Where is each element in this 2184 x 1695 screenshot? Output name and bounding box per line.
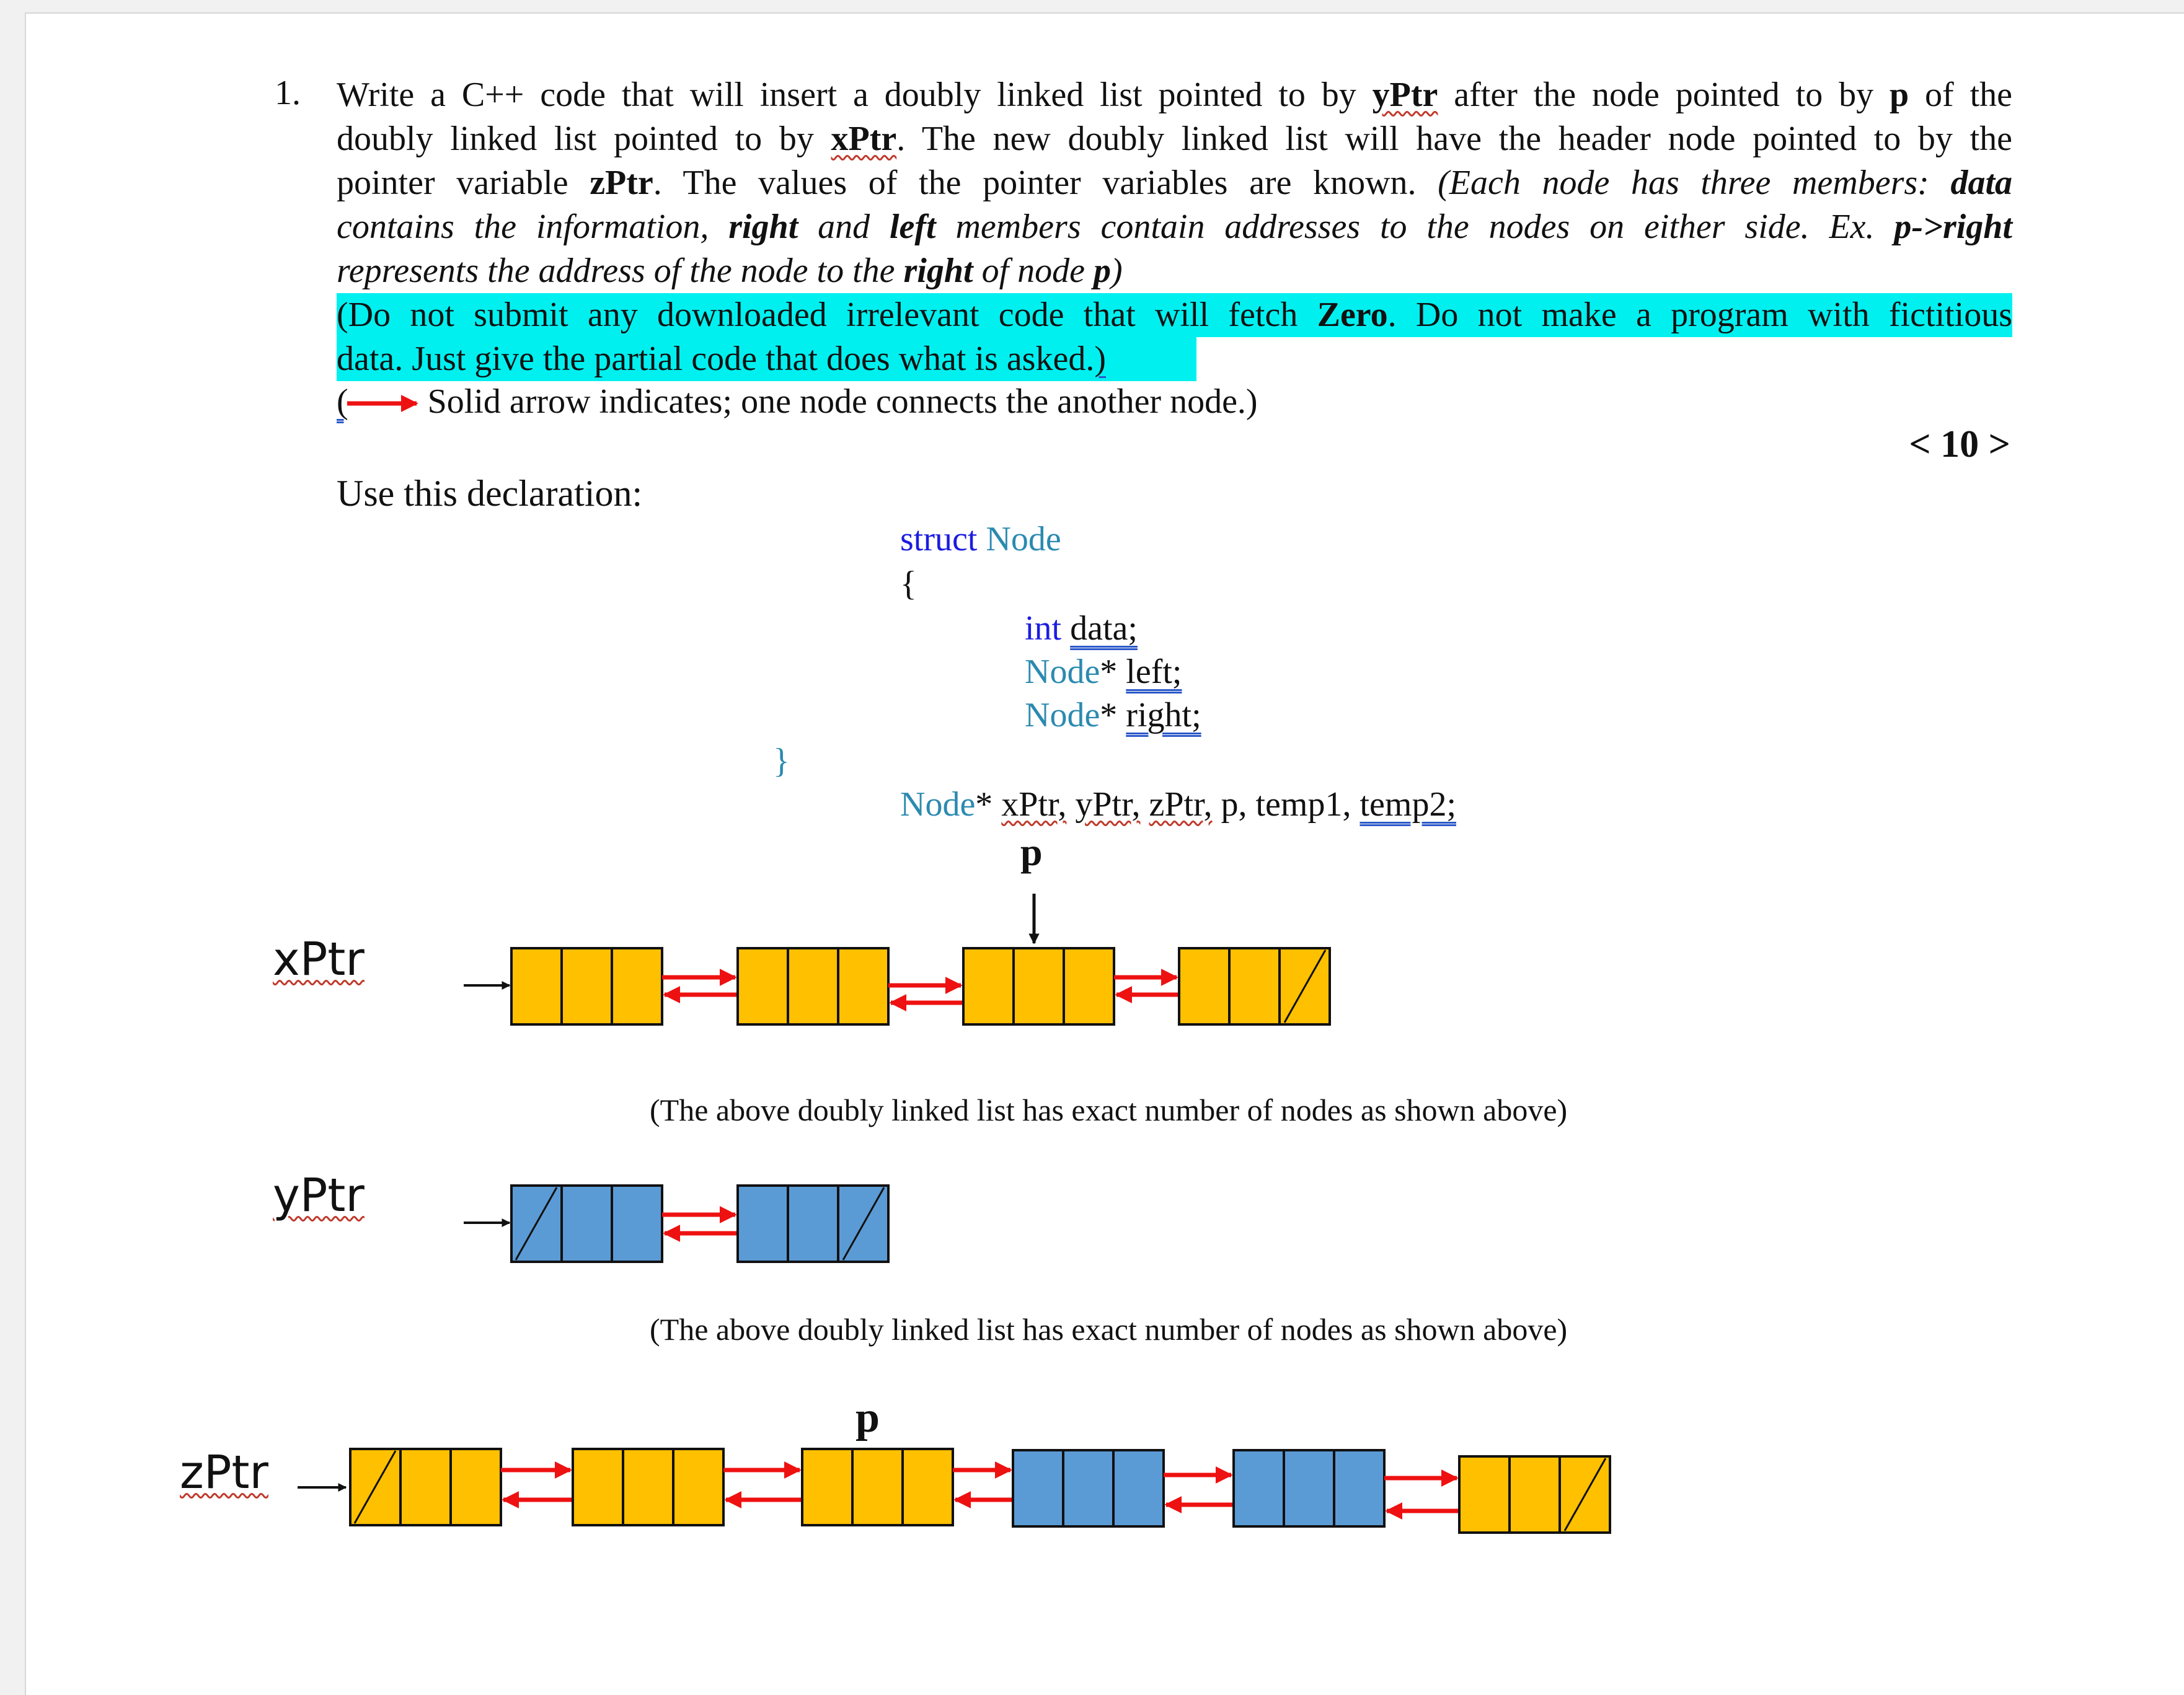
- zlist-node-5: [1234, 1450, 1384, 1526]
- zlist-link-3: [953, 1470, 1013, 1500]
- var-zptr: zPtr,: [1149, 785, 1213, 824]
- zlist-node-1: [350, 1449, 501, 1525]
- text-span: pointer variable: [337, 164, 590, 202]
- field-name: left;: [1126, 653, 1182, 691]
- text-span: . Do not make a program with fictitious: [1387, 296, 2012, 334]
- zlist-node-6: [1459, 1456, 1610, 1533]
- text-span: (Each node has three members:: [1438, 164, 1951, 202]
- type-name: Node: [1025, 653, 1100, 691]
- text-span: ): [1111, 252, 1123, 290]
- yptr-list: [464, 1186, 888, 1262]
- p-right-ref: p->right: [1894, 208, 2013, 246]
- yptr-ref: yPtr: [1372, 76, 1438, 114]
- zlist-node-3: [802, 1449, 953, 1525]
- code-close-brace: }: [773, 742, 790, 780]
- text-span: (Do not submit any downloaded irrelevant code that will fetch: [337, 296, 1317, 334]
- text-span: Solid arrow indicates; one node connects the another node.): [427, 382, 1258, 421]
- pointer-star: *: [975, 785, 993, 824]
- text-span: and: [798, 208, 890, 246]
- zptr-label: zPtr: [180, 1446, 268, 1499]
- text-span: . The values of the pointer variables are known.: [653, 164, 1438, 202]
- text-span: after the node pointed to by: [1438, 76, 1890, 114]
- xptr-list: [464, 948, 1330, 1024]
- zlist-link-5: [1384, 1478, 1459, 1511]
- caption-ylist: (The above doubly linked list has exact number of nodes as shown above): [650, 1312, 1568, 1347]
- text-span: of the: [1909, 76, 2012, 114]
- zlist-node-4: [1013, 1450, 1164, 1526]
- p-label-xlist: p: [1020, 830, 1043, 874]
- data-member-ref: data: [1950, 164, 2012, 202]
- zlist-link-1: [501, 1470, 573, 1500]
- text-span: data. Just give the partial code that does what is asked.: [337, 340, 1095, 378]
- p-ref: p: [1890, 76, 1909, 114]
- left-member-ref: left: [889, 208, 936, 246]
- type-keyword: int: [1025, 609, 1062, 648]
- text-span: members contain addresses to the nodes on either side. Ex.: [935, 208, 1894, 246]
- text-span: represents the address of the node to the: [337, 252, 904, 290]
- zptr-ref: zPtr: [590, 164, 653, 202]
- text-span: contains the information,: [337, 208, 729, 246]
- text-span: doubly linked list pointed to by: [337, 120, 831, 158]
- xlist-link-3: [1114, 977, 1179, 995]
- marks-label: < 10 >: [1909, 423, 2010, 465]
- zlist-link-2: [723, 1470, 802, 1500]
- xptr-ref: xPtr: [831, 120, 897, 158]
- struct-keyword: struct: [900, 520, 978, 558]
- right-member-ref: right: [903, 252, 973, 290]
- text-span: (: [337, 382, 348, 421]
- pointer-star: *: [1100, 653, 1118, 691]
- xlist-link-2: [888, 985, 963, 1003]
- type-name: Node: [900, 785, 976, 824]
- var-list: p, temp1,: [1221, 785, 1351, 824]
- zptr-list: [298, 1449, 1610, 1533]
- ylist-node-2: [738, 1186, 888, 1262]
- p-label-zlist: p: [855, 1394, 880, 1442]
- caption-xlist: (The above doubly linked list has exact number of nodes as shown above): [650, 1093, 1568, 1127]
- zero-ref: Zero: [1317, 296, 1388, 334]
- yptr-label: yPtr: [273, 1169, 365, 1222]
- field-name: data;: [1070, 609, 1138, 648]
- code-open-brace: {: [900, 565, 917, 603]
- type-name: Node: [1025, 696, 1100, 734]
- question-number: 1.: [275, 74, 301, 112]
- var-temp2: temp2;: [1359, 785, 1456, 824]
- text-span: Write a C++ code that will insert a doubly linked list pointed to by: [337, 76, 1373, 114]
- text-span: of node: [973, 252, 1094, 290]
- xlist-node-3: [963, 948, 1114, 1024]
- text-span: ): [1094, 340, 1106, 378]
- text-span: . The new doubly linked list will have the header node pointed to by the: [896, 120, 2013, 158]
- ylist-link-1: [662, 1215, 738, 1233]
- xlist-node-2: [738, 948, 888, 1024]
- xlist-node-4: [1179, 948, 1330, 1024]
- pointer-star: *: [1100, 696, 1118, 734]
- xlist-node-1: [511, 948, 662, 1024]
- zlist-node-2: [573, 1449, 723, 1525]
- xptr-label: xPtr: [273, 933, 365, 986]
- field-name: right;: [1126, 696, 1201, 734]
- right-member-ref: right: [728, 208, 798, 246]
- struct-name: Node: [986, 520, 1061, 558]
- ylist-node-1: [511, 1186, 662, 1262]
- var-yptr: yPtr,: [1075, 785, 1141, 824]
- use-declaration-label: Use this declaration:: [337, 473, 643, 514]
- xlist-link-1: [662, 977, 738, 995]
- var-xptr: xPtr,: [1001, 785, 1067, 824]
- p-ref: p: [1094, 252, 1111, 290]
- zlist-link-4: [1164, 1475, 1234, 1505]
